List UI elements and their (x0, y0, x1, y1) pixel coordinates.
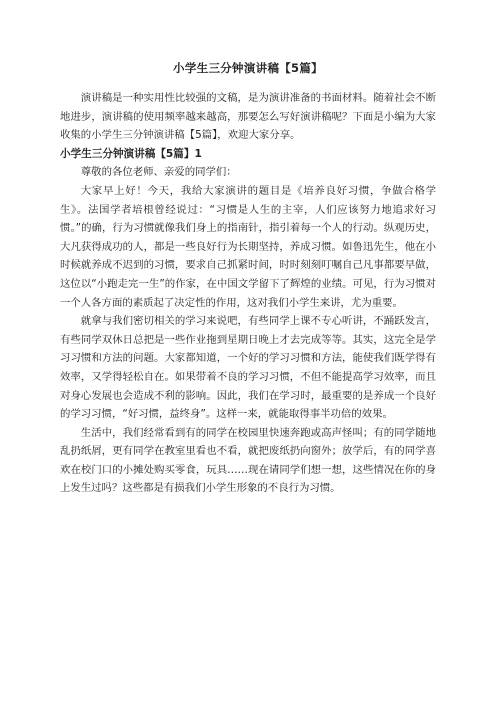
greeting-line: 尊敬的各位老师、亲爱的同学们： (80, 166, 237, 179)
section-heading: 小学生三分钟演讲稿【5篇】1 (60, 147, 202, 160)
body-paragraph-3: 生活中，我们经常看到有的同学在校园里快速奔跑或高声怪叫；有的同学随地乱扔纸屑，更有同学在教室里看也不看，就把废纸扔向窗外；放学后，有的同学喜欢在校门口的小摊处购买零食，玩具……现在请同学们想一想，这些情况在你的身上发生过吗？这些都是有损我们小学生形象的不良行为习惯。 (60, 426, 436, 495)
intro-paragraph: 演讲稿是一种实用性比较强的文稿，是为演讲准备的书面材料。随着社会不断地进步，演讲稿的使用频率越来越高，那要怎么写好演讲稿呢？下面是小编为大家收集的小学生三分钟演讲稿【5篇】，欢迎大家分享。 (60, 92, 436, 142)
body-paragraph-2: 就拿与我们密切相关的学习来说吧，有些同学上课不专心听讲，不踊跃发言，有些同学双休日总把是一些作业拖到星期日晚上才去完成等等。其实，这完全是学习习惯和方法的问题。大家都知道，一个好的学习习惯和方法，能使我们既学得有效率，又学得轻松自在。如果带着不良的学习习惯，不但不能提高学习效率，而且对身心发展也会造成不利的影响。因此，我们在学习时，最重要的是养成一个良好的学习习惯，“好习惯，益终身”。这样一来，就能取得事半功倍的效果。 (60, 315, 436, 421)
body-paragraph-1: 大家早上好！今天，我给大家演讲的题目是《培养良好习惯，争做合格学生》。法国学者培根曾经说过：“习惯是人生的主宰，人们应该努力地追求好习惯。”的确，行为习惯就像我们身上的指南针，指引着每一个人的行动。纵观历史，大凡获得成功的人，都是一些良好行为长期坚持，养成习惯。如鲁迅先生，他在小时候就养成不迟到的习惯，要求自己抓紧时间，时时刻刻叮嘱自己凡事都要早做，这位以“小跑走完一生”的作家，在中国文学留下了辉煌的业绩。可见，行为习惯对一个人各方面的素质起了决定性的作用，这对我们小学生来讲，尤为重要。 (60, 184, 436, 309)
document-title: 小学生三分钟演讲稿【5篇】 (173, 61, 323, 75)
